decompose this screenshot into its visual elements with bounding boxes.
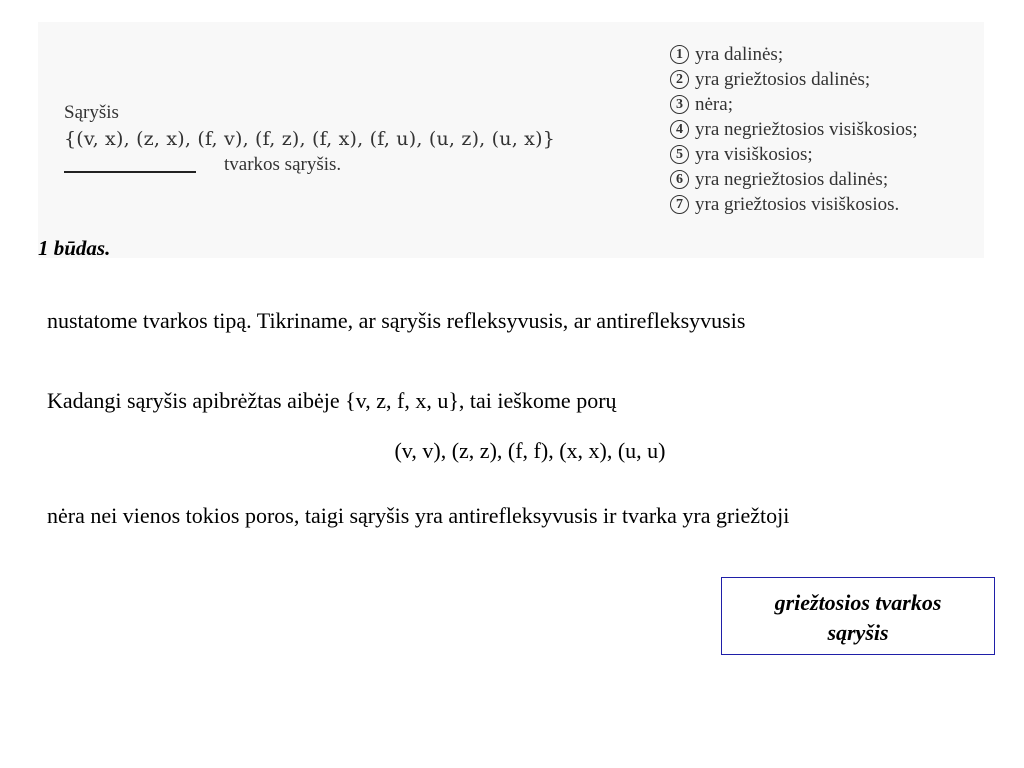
option-item [670, 142, 918, 167]
method-title: 1 būdas. [38, 236, 111, 260]
option-text: yra griežtosios visiškosios. [695, 194, 900, 215]
paragraph-set-definition: Kadangi sąryšis apibrėžtas aibėje {v, z, f, x, u}, tai ieškome porų [47, 388, 617, 413]
option-number: 5 [670, 145, 689, 164]
task-label: Sąryšis [64, 102, 119, 123]
option-text: yra negriežtosios dalinės; [695, 169, 889, 190]
option-text: yra griežtosios dalinės; [695, 69, 871, 90]
answer-line-2: sąryšis [827, 620, 889, 645]
option-item [670, 92, 918, 117]
paragraph-order-type: nustatome tvarkos tipą. Tikriname, ar sąryšis refleksyvusis, ar antirefleksyvusis [47, 308, 746, 333]
option-number: 3 [670, 95, 689, 114]
answer-options [670, 42, 918, 217]
task-image [38, 22, 984, 258]
option-item [670, 167, 918, 192]
option-number: 1 [670, 45, 689, 64]
option-item [670, 192, 918, 217]
answer-blank-line [64, 171, 196, 173]
paragraph-conclusion: nėra nei vienos tokios poros, taigi sąryšis yra antirefleksyvusis ir tvarka yra griežtoji [47, 503, 790, 528]
option-item [670, 67, 918, 92]
option-item [670, 42, 918, 67]
reflexive-pairs: (v, v), (z, z), (f, f), (x, x), (u, u) [394, 438, 666, 463]
task-statement [64, 100, 555, 178]
option-text: nėra; [695, 94, 733, 115]
task-blank-row [64, 152, 555, 178]
option-text: yra dalinės; [695, 44, 784, 65]
option-number: 6 [670, 170, 689, 189]
relation-set: {(v, x), (z, x), (f, v), (f, z), (f, x), (f, u), (u, z), (u, x)} [64, 128, 556, 150]
option-text: yra visiškosios; [695, 144, 813, 165]
option-number: 7 [670, 195, 689, 214]
option-text: yra negriežtosios visiškosios; [695, 119, 918, 140]
option-number: 4 [670, 120, 689, 139]
option-item [670, 117, 918, 142]
answer-line-1: griežtosios tvarkos [774, 590, 942, 615]
task-suffix: tvarkos sąryšis. [224, 154, 342, 175]
option-number: 2 [670, 70, 689, 89]
answer-box [721, 577, 995, 655]
